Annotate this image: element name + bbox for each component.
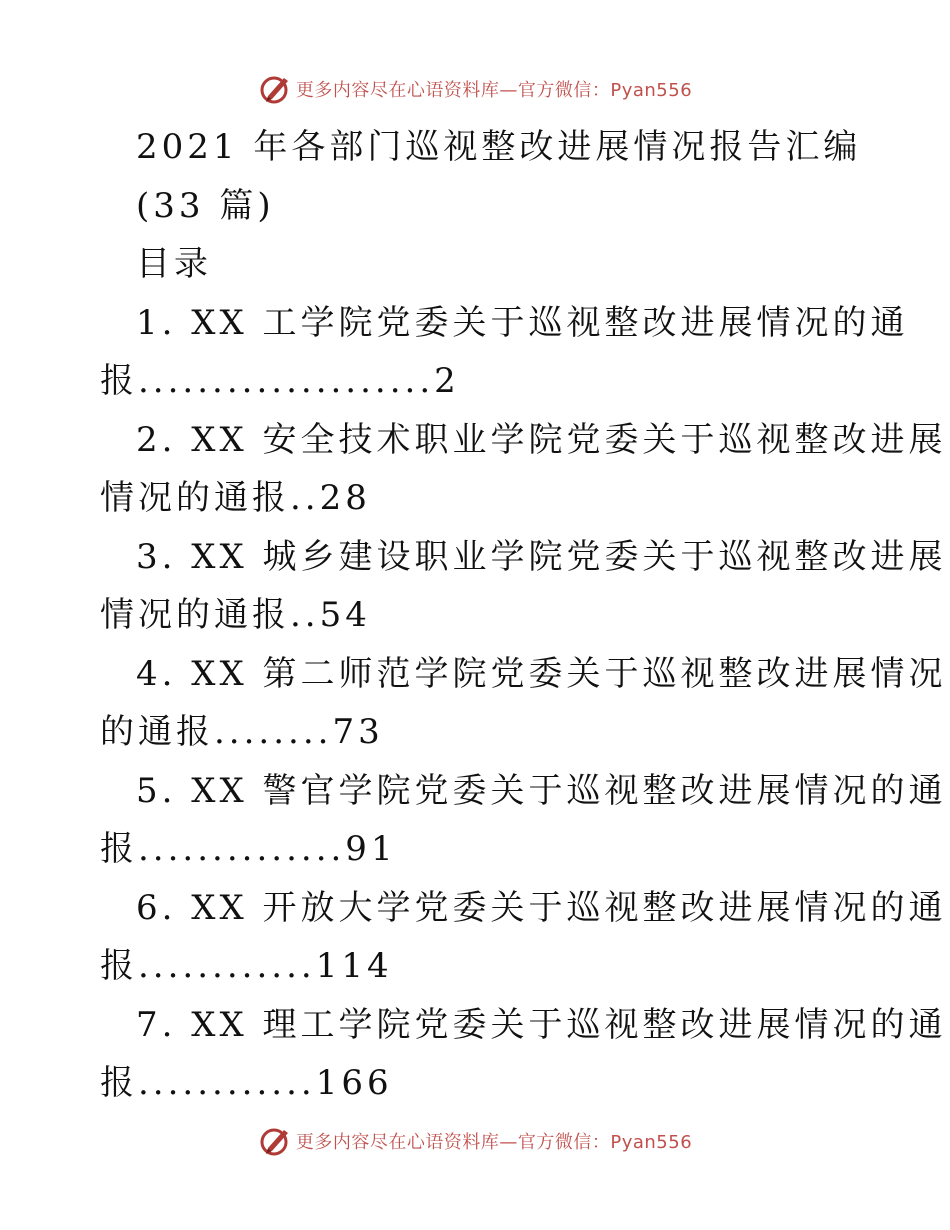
- toc-entry-1-line2: 报....................2: [100, 361, 460, 401]
- toc-entry-4-line2: 的通报........73: [100, 712, 384, 752]
- header-watermark: [0, 72, 950, 106]
- footer-watermark: [0, 1124, 950, 1158]
- toc-heading: 目录: [136, 244, 212, 284]
- toc-entry-3-line1: 3. XX 城乡建设职业学院党委关于巡视整改进展: [136, 536, 947, 577]
- toc-entry-7-line1: 7. XX 理工学院党委关于巡视整改进展情况的通: [136, 1004, 947, 1045]
- document-title: 2021 年各部门巡视整改进展情况报告汇编: [136, 127, 862, 167]
- toc-entry-7-line2: 报............166: [100, 1063, 393, 1103]
- toc-entry-5-line2: 报..............91: [100, 829, 397, 869]
- toc-entry-2-line1: 2. XX 安全技术职业学院党委关于巡视整改进展: [136, 419, 947, 460]
- pen-logo-icon: [258, 72, 292, 106]
- document-subtitle: (33 篇): [136, 185, 275, 226]
- toc-entry-2-line2: 情况的通报..28: [100, 478, 371, 518]
- toc-entry-5-line1: 5. XX 警官学院党委关于巡视整改进展情况的通: [136, 770, 947, 811]
- pen-logo-icon: [258, 1124, 292, 1158]
- toc-entry-3-line2: 情况的通报..54: [100, 595, 371, 635]
- toc-entry-6-line1: 6. XX 开放大学党委关于巡视整改进展情况的通: [136, 887, 947, 928]
- toc-entry-6-line2: 报............114: [100, 946, 393, 986]
- document-body: [100, 118, 947, 1113]
- watermark-text: 更多内容尽在心语资料库—官方微信：Pyan556: [295, 1132, 693, 1153]
- toc-entry-4-line1: 4. XX 第二师范学院党委关于巡视整改进展情况: [136, 653, 947, 694]
- watermark-text: 更多内容尽在心语资料库—官方微信：Pyan556: [295, 80, 693, 101]
- toc-entry-1-line1: 1. XX 工学院党委关于巡视整改进展情况的通: [136, 302, 909, 343]
